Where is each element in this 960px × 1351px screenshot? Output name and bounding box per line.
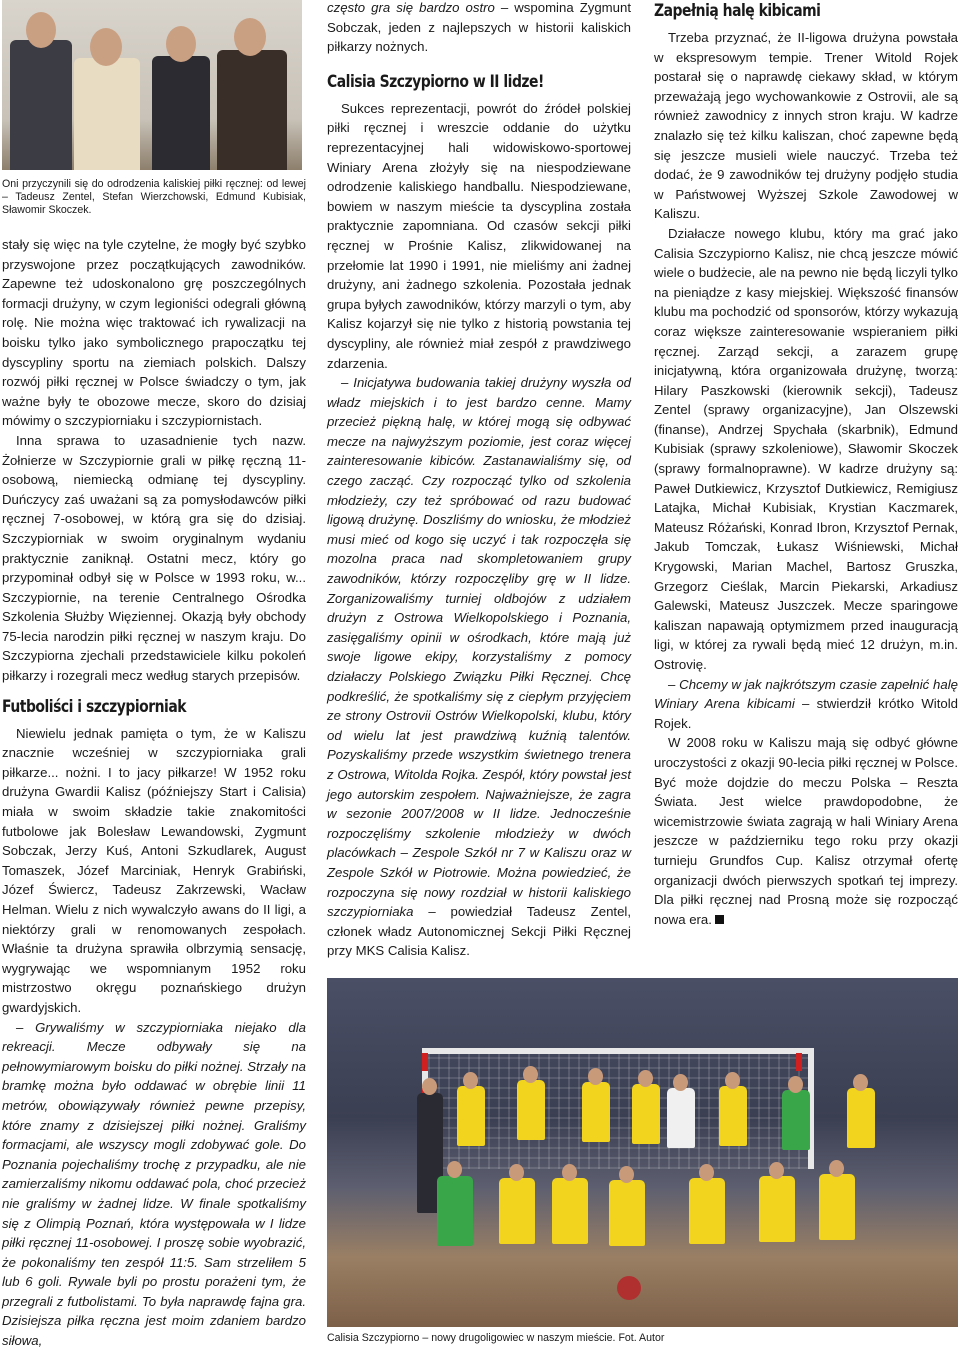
player-head — [788, 1076, 803, 1093]
player-figure — [759, 1176, 795, 1242]
quote-paragraph: – Grywaliśmy w szczypiorniaka niejako dla rekreacji. Mecze odbywały się na pełnowymiarowym boisku do piłki nożnej. Strzały na bramkę można było oddawać w obrębie linii 11 metrów, obowiązywały również pewne przepisy, które znamy z dzisiejszej piłki nożnej. Graliśmy formacjami, ale wszyscy mogli zdobywać gole. Do Poznania pojechaliśmy trochę z przypadku, ale nie zamierzaliśmy nikomu oddawać pola, choć przecież nie graliśmy w żadnej lidze. W finale spotkaliśmy się z Olimpią Poznań, która występowała w I lidze piłki ręcznej 11-osobowej. I proszę sobie wyobrazić, że pokonaliśmy ten zespół 11:5. Sam strzeliłem 5 lub 6 goli. Rywale byli po prostu porażeni tym, że przegrali z futbolistami. To była naprawdę fajna gra. Dzisiejsza piłka ręczna jest moim zdaniem bardzo siłowa, — [2, 1019, 306, 1349]
player-head — [853, 1074, 868, 1091]
section-heading-zapelnia: Zapełnią halę kibicami — [654, 1, 821, 21]
section-heading-futbolisci: Futboliści i szczypiorniak — [2, 696, 187, 717]
player-head — [562, 1164, 577, 1181]
column-1 — [2, 0, 306, 1351]
quote-paragraph — [654, 675, 958, 734]
person-figure — [152, 56, 210, 170]
quote-attribution: – stwierdził krótko Witold Rojek. — [654, 696, 958, 731]
officials-photo-caption: Oni przyczynili się do odrodzenia kaliskiej piłki ręcznej: od lewej – Tadeusz Zentel, Stefan Wierzchowski, Edmund Kubisiak, Sławomir Skoczek. — [2, 178, 306, 216]
player-head — [588, 1068, 603, 1085]
quote-paragraph — [327, 373, 631, 961]
player-figure — [819, 1174, 855, 1240]
player-head — [699, 1164, 714, 1181]
handball-ball — [617, 1276, 641, 1300]
player-figure — [847, 1088, 875, 1148]
player-figure — [582, 1082, 610, 1142]
quote-text: – Inicjatywa budowania takiej drużyny wyszła od władz miejskich i to jest bardzo cenne. Mamy przecież piękną halę, w której mogą się odbywać mecze na najwyższym poziomie, jest coraz więcej zainteresowanie kibiców. Zastanawialiśmy się, od czego zacząć. Czy rozpocząć tylko od szkolenia młodzieży, czy też spróbować od razu budować ligową drużynę. Doszliśmy do wniosku, że młodzież musi mieć od kogo się uczyć i tak rozpoczęła się mozolna praca nad skompletowaniem grupy zawodników, którzy rozpoczęliby grę w II lidze. Zorganizowaliśmy turniej oldbojów z udziałem drużyn z Ostrowa Wielkopolskiego i Poznania, zasięgaliśmy opinii w ośrodkach, które mają już swoje ligowe ekipy, korzystaliśmy z pomocy działaczy Polskiego Związku Piłki Ręcznej. Chcę podkreślić, że spotkaliśmy się z ciepłym przyjęciem ze strony Ostrovii Ostrów Wielkopolski, klubu, który od wielu lat jest prawdziwą kuźnią talentów. Pozyskaliśmy przede wszystkim świetnego trenera z Ostrowa, Witolda Rojka. Zespół, który powstał jest jego autorskim zespołem. Najważniejsze, że zagra w sezonie 2007/2008 w II lidze. Jednocześnie rozpoczęliśmy szkolenie młodzieży w dwóch placówkach – Zespole Szkół nr 7 w Kaliszu oraz w Zespole Szkół w Piotrowie. Można powiedzieć, że rozpoczyna się nowy rozdział w historii kaliskiego szczypiorniaka — [327, 375, 631, 920]
player-figure — [667, 1088, 695, 1148]
player-figure — [499, 1178, 535, 1244]
person-head — [26, 12, 56, 48]
section-heading-calisia: Calisia Szczypiorno w II lidze! — [327, 71, 544, 92]
player-figure — [457, 1086, 485, 1146]
player-figure — [517, 1080, 545, 1140]
player-figure — [632, 1084, 660, 1144]
player-head — [619, 1166, 634, 1183]
goal-post-stripe — [422, 1053, 428, 1071]
player-head — [447, 1161, 462, 1178]
person-figure — [217, 50, 287, 170]
body-paragraph: Niewielu jednak pamięta o tym, że w Kaliszu znacznie wcześniej w szczypiorniaka grali piłkarze... nożni. I to jacy piłkarze! W 1952 roku drużyna Gwardii Kalisz (późniejszy Start i Calisia) miała w swoim składzie takie znakomitości futbolowe jak Bolesław Lewandowski, Zygmunt Sobczak, Jerzy Kuś, Antoni Szkudlarek, August Tomaszek, Józef Marciniak, Henryk Grabiński, Józef Świercz, Tadeusz Zakrzewski, Wacław Helman. Wielu z nich wywalczyło awans do II ligi, a niektórzy grali w renomowanych zespołach. Właśnie ta drużyna sprawiła olbrzymią sensację, wygrywając we wspomnianym 1952 roku mistrzostwo okręgu poznańskiego drużyn gwardyjskich. — [2, 725, 306, 1015]
player-head — [422, 1078, 437, 1095]
quote-continuation: często gra się bardzo ostro — [327, 0, 495, 15]
player-head — [829, 1160, 844, 1177]
player-figure — [552, 1178, 588, 1244]
person-head — [234, 18, 266, 56]
player-figure — [719, 1086, 747, 1146]
body-paragraph — [654, 733, 958, 929]
end-of-article-mark — [715, 915, 724, 924]
person-figure — [10, 40, 72, 170]
person-head — [166, 26, 196, 62]
team-photo — [327, 978, 958, 1327]
person-head — [90, 28, 122, 66]
team-photo-caption: Calisia Szczypiorno – nowy drugoligowiec w naszym mieście. Fot. Autor — [327, 1332, 665, 1344]
goal-post-stripe — [796, 1053, 802, 1071]
goalkeeper-figure — [782, 1090, 810, 1150]
player-head — [673, 1074, 688, 1091]
body-paragraph: Sukces reprezentacji, powrót do źródeł polskiej piłki ręcznej i wreszcie oddanie do użytku reprezentacyjnej hali widowiskowo-sportowej Winiary Arena złożyły się na niespodziewane odrodzenie kaliskiego handballu. Niespodziewane, bowiem w naszym mieście ta dyscyplina została praktycznie zapomniana. Od czasów sekcji piłki ręcznej w Prośnie Kalisz, zlikwidowanej na przełomie lat 1990 i 1991, nie mieliśmy ani żadnej drużyny, ani żadnego szkolenia. Pozostała jednak grupa byłych zawodników, którzy marzyli o tym, aby Kalisz kojarzył się nie tylko z historią powstania tej dyscypliny, ale również miał zespół z prawdziwego zdarzenia. — [327, 100, 631, 371]
column-3 — [654, 0, 958, 929]
body-paragraph: stały się więc na tyle czytelne, że mogły być szybko przyswojone przez początkujących zawodników. Zapewne też udoskonalono grę poszczególnych formacji drużyny, w czym legioniści odegrali główną rolę. Nie można więc traktować ich rywalizacji na boisku tylko jako symbolicznego prapoczątku tej dyscypliny sportu na ziemiach polskich. Dalszy rozwój piłki ręcznej w Polsce świadczy o tym, jak ważne były te obozowe mecze, skoro do dzisiaj mówimy o szczypiorniaku i szczypiornistach. — [2, 237, 306, 429]
goalkeeper-figure — [437, 1176, 473, 1246]
player-head — [638, 1070, 653, 1087]
officials-photo — [2, 0, 302, 170]
player-head — [509, 1164, 524, 1181]
player-head — [523, 1066, 538, 1083]
body-paragraph: Trzeba przyznać, że II-ligowa drużyna powstała w ekspresowym tempie. Trener Witold Rojek postarał się o naprawdę ciekawy skład, w którym przeważają jego wychowankowie z Ostrovii, ale są również zawodnicy z innych stron kraju. W kadrze znalazło się też kilku kaliszan, choć zapewne będą się jeszcze musieli wiele nauczyć. Trzeba też dodać, że 9 zawodników tej drużyny podjęło studia w Państwowej Wyższej Szkole Zawodowej w Kaliszu. — [654, 30, 958, 222]
closing-paragraph-text: W 2008 roku w Kaliszu mają się odbyć główne uroczystości z okazji 90-lecia piłki ręcznej w Polsce. Być może dojdzie do meczu Polska – Reszta Świata. Jest wielce prawdopodobne, że wicemistrzowie świata zagrają w hali Winiary Arena jeszcze w październiku tego roku przy okazji turnieju Grundfos Cup. Kalisz otrzymał ofertę organizacji dwóch pierwszych spotkań tej imprezy. Dla piłki ręcznej nad Prosną może się rozpocząć nowa era. — [654, 735, 958, 927]
player-head — [725, 1072, 740, 1089]
quote-attribution: – wspomina Zygmunt Sobczak, jeden z najlepszych w historii kaliskich piłkarzy nożnych. — [327, 0, 632, 55]
quote-attribution: – powiedział Tadeusz Zentel, członek władz Autonomicznej Sekcji Piłki Ręcznej przy MKS Calisia Kalisz. — [327, 904, 631, 959]
body-paragraph: Działacze nowego klubu, który ma grać jako Calisia Szczypiorno Kalisz, nie chcą jeszcze mówić wiele o budżecie, ale na pewno nie będą liczyli tylko na pieniądze z kasy miejskiej. Większość finansów klubu ma pochodzić od sponsorów, którzy wykazują coraz większe zainteresowanie wspieraniem piłki ręcznej. Zarząd sekcji, a zarazem grupę inicjatywną, która organizowała drużynę, tworzą: Hilary Paszkowski (kierownik sekcji), Tadeusz Zentel (sprawy organizacyjne), Jan Olszewski (finanse), Andrzej Spychała (skarbnik), Edmund Kubisiak (sprawy szkoleniowe), Sławomir Skoczek (sprawy formalnoprawne). W kadrze drużyny są: Paweł Dutkiewicz, Krzysztof Dutkiewicz, Remigiusz Latajka, Michał Kubisiak, Krystian Kaczmarek, Mateusz Różański, Konrad Ibron, Krzysztof Pernak, Jakub Tomczak, Łukasz Wiśniewski, Michał Krygowski, Marian Machel, Bartosz Gruszka, Grzegorz Cieślak, Marcin Piekarski, Arkadiusz Galewski, Mateusz Juszczek. Mecze sparingowe kaliszan napawają optymizmem przed inauguracją ligi, w której za rywali będą mieć 12 drużyn, m.in. Ostrovię. — [654, 225, 958, 672]
player-figure — [689, 1178, 725, 1244]
column-2 — [327, 0, 631, 961]
player-head — [463, 1072, 478, 1089]
player-head — [769, 1162, 784, 1179]
person-figure — [74, 58, 140, 170]
body-paragraph: Inna sprawa to uzasadnienie tych nazw. Żołnierze w Szczypiornie grali w piłkę ręczną 11-osobową, niemiecką odmianę tej dyscypliny. Duńczycy zaś uważani są za pomysłodawców piłki ręcznej 7-osobowej, w którą gra się do dzisiaj. Szczypiorniak w swoim oryginalnym wydaniu praktycznie zaniknął. Ostatni mecz, który go przypominał odbył się w Polsce w 1993 roku, w... Szczypiornie, na terenie Centralnego Ośrodka Szkolenia Służby Więziennej. Okazją były obchody 75-lecia narodzin piłki ręcznej w naszym kraju. Do Szczypiorna zjechali przedstawiciele kilku pokoleń piłkarzy i rozegrali mecz według starych przepisów. — [2, 432, 306, 684]
quote-text: – Chcemy w jak najkrótszym czasie zapełnić halę Winiary Arena kibicami — [654, 676, 958, 712]
quote-continuation-paragraph — [327, 0, 631, 57]
player-figure — [609, 1180, 645, 1246]
